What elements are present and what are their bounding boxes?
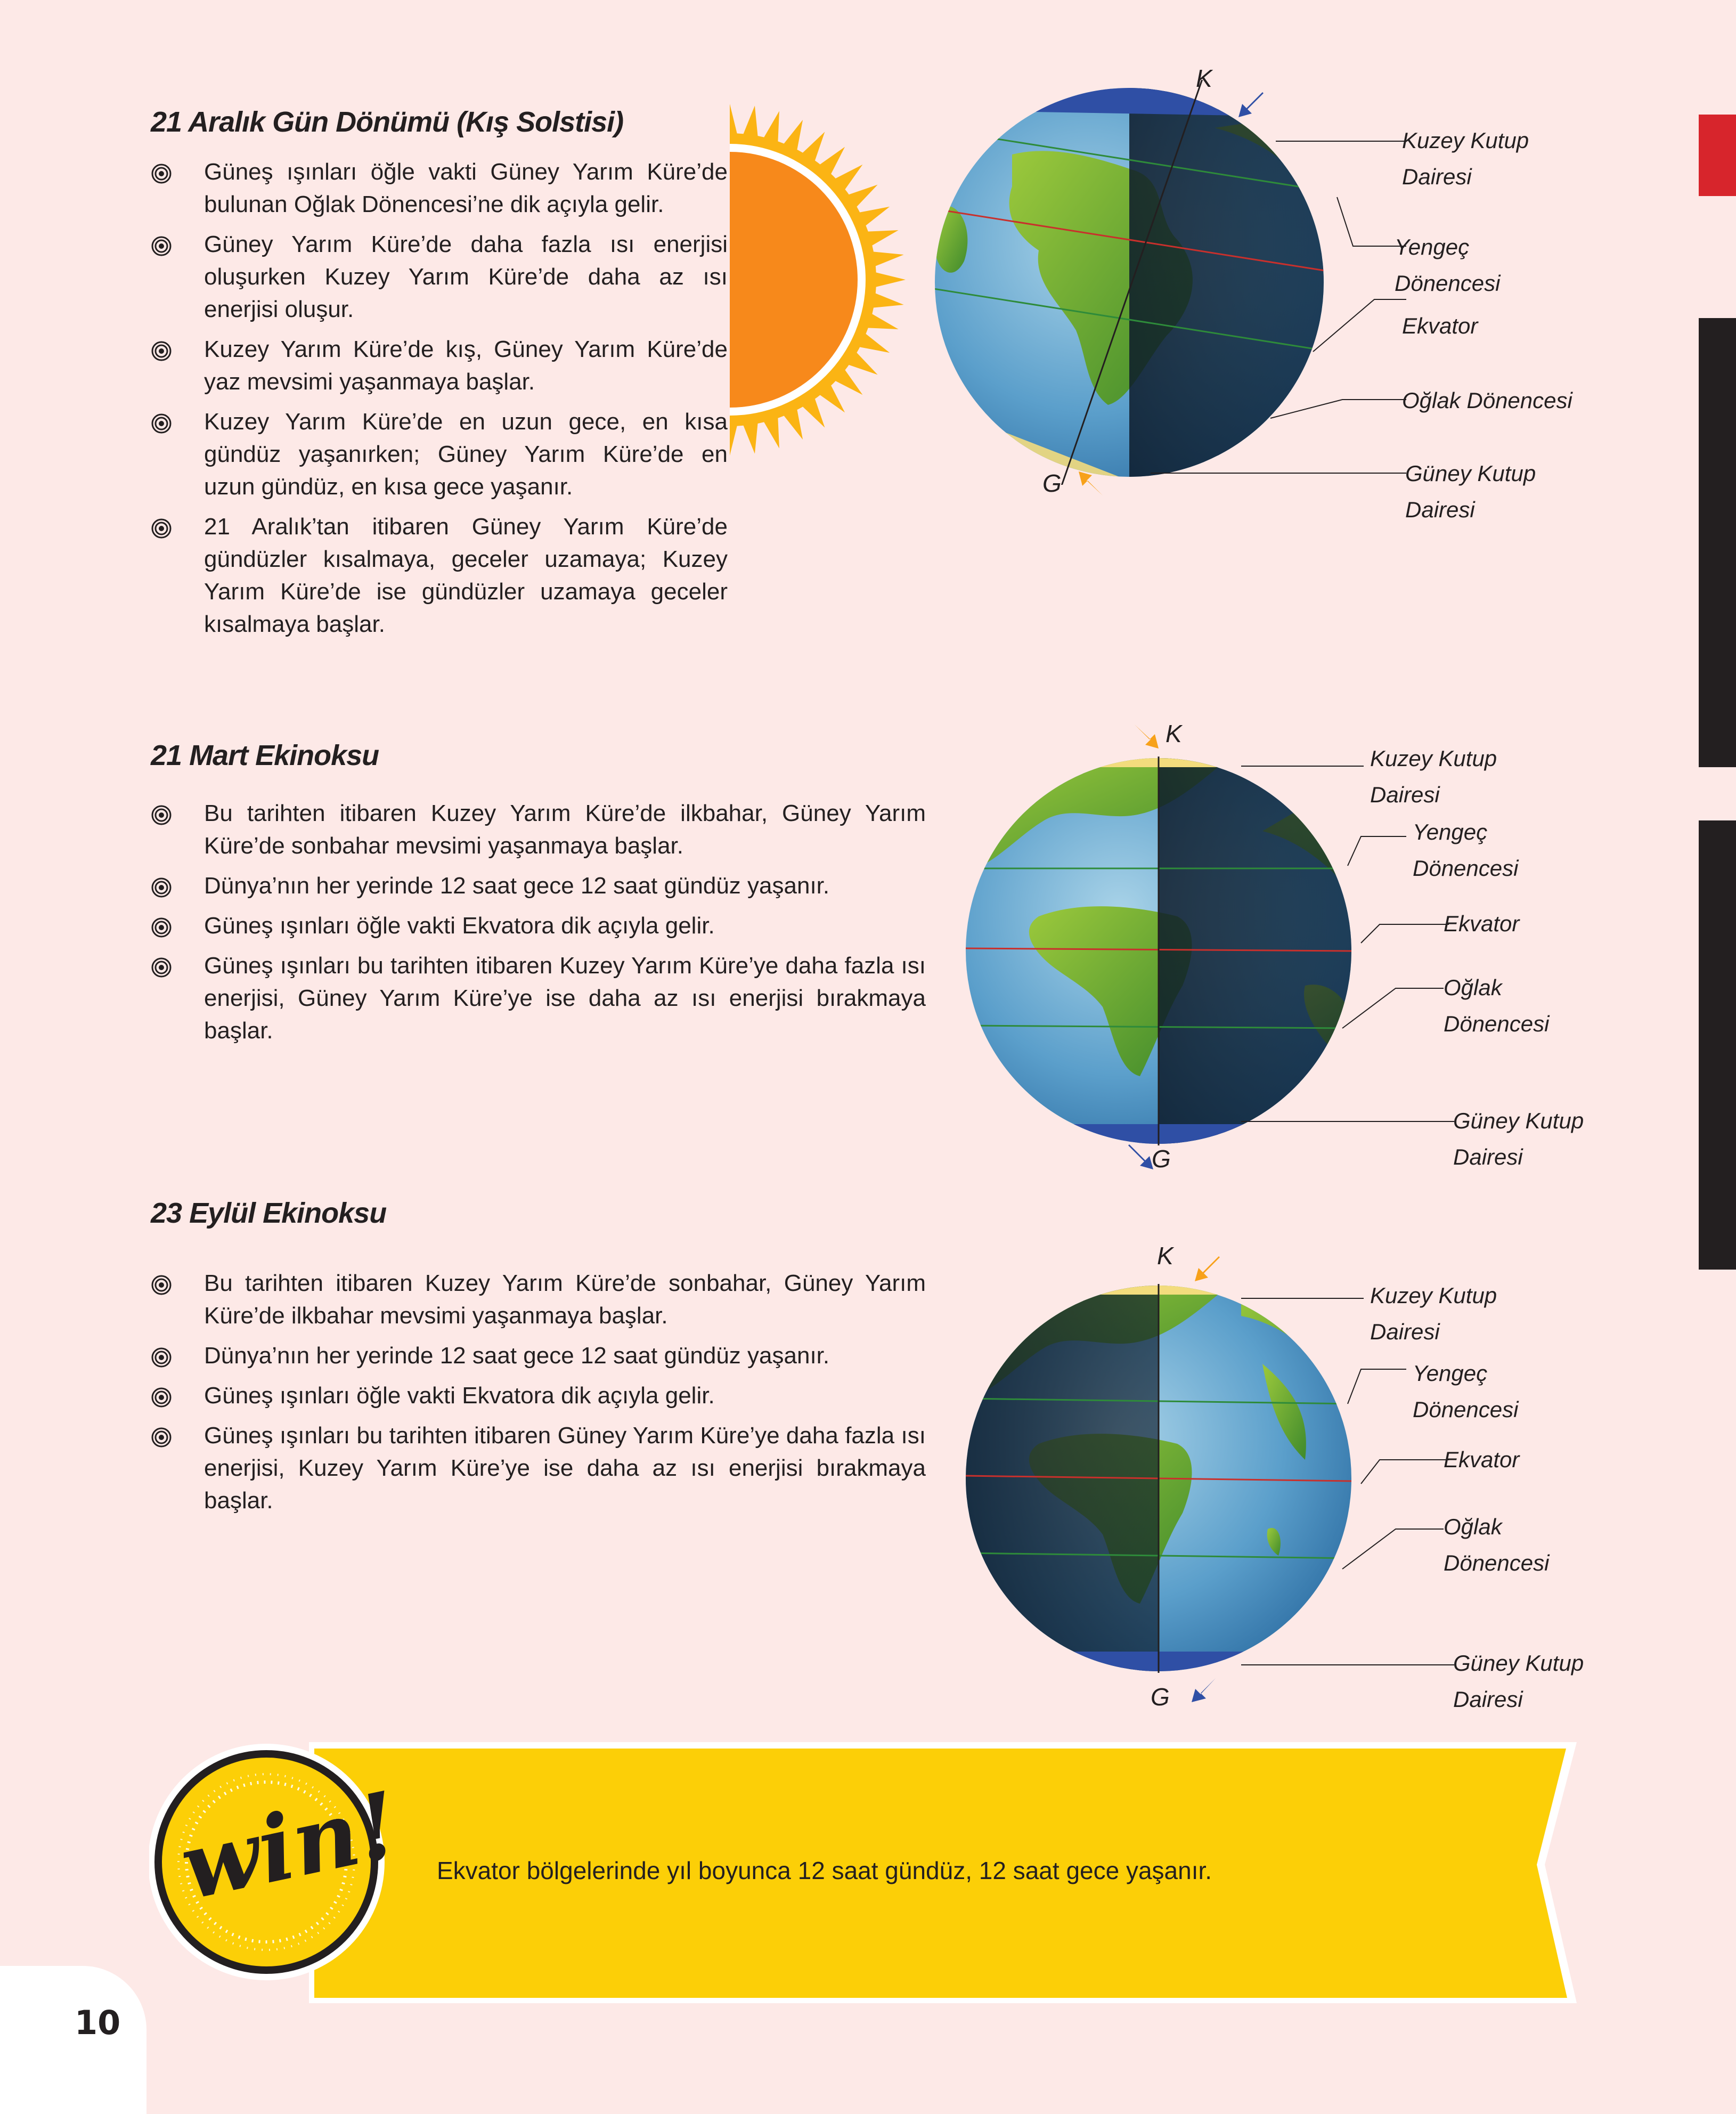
label-oglak-donencesi: Oğlak Dönencesi	[1402, 388, 1572, 413]
sun-ray-arrow-icon	[1076, 469, 1108, 501]
list-item: Güneş ışınları öğle vakti Ekvatora dik açıyla gelir.	[151, 909, 926, 942]
label-guney-kutup-dairesi: Güney Kutup Dairesi	[1453, 1650, 1584, 1712]
globe-1-leader-line	[1157, 472, 1402, 474]
sun-ray	[743, 105, 758, 139]
label-yengec-donencesi: Yengeç Dönencesi	[1413, 1361, 1519, 1422]
sun-ray-arrow-icon	[1129, 719, 1161, 751]
globe-1-south-label: G	[1042, 469, 1062, 497]
globe-3-north-label: K	[1157, 1242, 1173, 1270]
sun-ray-arrow-icon	[1236, 88, 1268, 120]
list-item: Güneş ışınları bu tarihten itibaren Kuzey Yarım Küre’ye daha fazla ısı enerjisi, Güney Yarım Küre’ye ise daha az ısı enerjisi bırakmaya başlar.	[151, 949, 926, 1047]
sun-ray	[730, 424, 738, 456]
list-item: Dünya’nın her yerinde 12 saat gece 12 saat gündüz yaşanır.	[151, 1339, 926, 1372]
section-1-heading: 21 Aralık Gün Dönümü (Kış Solstisi)	[151, 106, 624, 138]
sun-ray	[871, 292, 904, 308]
side-tab-dark-2	[1699, 820, 1736, 1270]
globe-2-north-label: K	[1166, 720, 1182, 747]
globe-1-leader-lines	[1151, 128, 1406, 490]
sun-ray	[874, 272, 906, 288]
section-3-heading: 23 Eylül Ekinoksu	[151, 1197, 387, 1229]
bullet-icon	[151, 1274, 172, 1296]
label-kuzey-kutup-dairesi: Kuzey Kutup Dairesi	[1402, 128, 1529, 189]
list-item: Kuzey Yarım Küre’de kış, Güney Yarım Küre’de yaz mevsimi yaşanmaya başlar.	[151, 333, 728, 398]
sun-ray	[743, 421, 758, 454]
label-oglak-donencesi: Oğlak Dönencesi	[1444, 975, 1550, 1036]
bullet-icon	[151, 518, 172, 539]
win-logo: win!	[172, 1771, 407, 1921]
side-tab-dark-1	[1699, 318, 1736, 767]
sun-ray-arrow-icon	[1189, 1673, 1221, 1705]
bullet-icon	[151, 163, 172, 184]
label-oglak-donencesi: Oğlak Dönencesi	[1444, 1514, 1550, 1575]
list-item: Dünya’nın her yerinde 12 saat gece 12 saat gündüz yaşanır.	[151, 869, 926, 902]
label-kuzey-kutup-dairesi: Kuzey Kutup Dairesi	[1370, 1283, 1497, 1344]
globe-1-north-label: K	[1196, 64, 1212, 92]
bullet-icon	[151, 340, 172, 362]
list-item: Güneş ışınları öğle vakti Ekvatora dik açıyla gelir.	[151, 1379, 926, 1412]
section-2-heading: 21 Mart Ekinoksu	[151, 739, 379, 771]
section-2-bullets	[151, 797, 926, 1054]
side-tab-red	[1699, 115, 1736, 196]
sun-illustration	[730, 104, 916, 456]
globe-2-south-label: G	[1152, 1145, 1171, 1173]
list-item: 21 Aralık’tan itibaren Güney Yarım Küre’de gündüzler kısalmaya, geceler uzamaya; Kuzey Yarım Küre’de ise gündüzler uzamaya geceler kısalmaya başlar.	[151, 510, 728, 640]
sun-ray	[730, 104, 738, 136]
label-guney-kutup-dairesi: Güney Kutup Dairesi	[1405, 461, 1536, 522]
win-box-text: Ekvator bölgelerinde yıl boyunca 12 saat gündüz, 12 saat gece yaşanır.	[437, 1857, 1212, 1884]
bullet-icon	[151, 877, 172, 898]
globe-3-south-label: G	[1151, 1683, 1170, 1711]
label-ekvator: Ekvator	[1444, 911, 1520, 936]
list-item: Kuzey Yarım Küre’de en uzun gece, en kısa gündüz yaşanırken; Güney Yarım Küre’de en uzun gündüz, en kısa gece yaşanır.	[151, 405, 728, 503]
sun-ray	[871, 251, 904, 267]
page-number: 10	[75, 2003, 121, 2042]
bullet-icon	[151, 413, 172, 434]
bullet-icon	[151, 1347, 172, 1368]
label-yengec-donencesi: Yengeç Dönencesi	[1395, 234, 1501, 296]
label-ekvator: Ekvator	[1402, 313, 1478, 338]
list-item: Bu tarihten itibaren Kuzey Yarım Küre’de sonbahar, Güney Yarım Küre’de ilkbahar mevsimi yaşanmaya başlar.	[151, 1267, 926, 1332]
bullet-icon	[151, 1387, 172, 1408]
page-number-tab	[0, 1966, 146, 2114]
list-item: Bu tarihten itibaren Kuzey Yarım Küre’de ilkbahar, Güney Yarım Küre’de sonbahar mevsimi yaşanmaya başlar.	[151, 797, 926, 862]
sun-ray-arrow-icon	[1192, 1252, 1224, 1284]
list-item: Güney Yarım Küre’de daha fazla ısı enerjisi oluşurken Kuzey Yarım Küre’de daha az ısı enerjisi oluşur.	[151, 228, 728, 326]
label-guney-kutup-dairesi: Güney Kutup Dairesi	[1453, 1108, 1584, 1169]
list-item: Güneş ışınları bu tarihten itibaren Güney Yarım Küre’ye daha fazla ısı enerjisi, Kuzey Yarım Küre’ye ise daha az ısı enerjisi bırakmaya başlar.	[151, 1419, 926, 1517]
bullet-icon	[151, 235, 172, 257]
bullet-icon	[151, 917, 172, 938]
label-yengec-donencesi: Yengeç Dönencesi	[1413, 819, 1519, 881]
section-1-bullets	[151, 156, 728, 648]
sun-ray-arrow-icon	[1124, 1140, 1156, 1172]
bullet-icon	[151, 804, 172, 826]
bullet-icon	[151, 1427, 172, 1448]
label-kuzey-kutup-dairesi: Kuzey Kutup Dairesi	[1370, 746, 1497, 807]
label-ekvator: Ekvator	[1444, 1447, 1520, 1472]
bullet-icon	[151, 957, 172, 978]
section-3-bullets	[151, 1267, 926, 1524]
list-item: Güneş ışınları öğle vakti Güney Yarım Küre’de bulunan Oğlak Dönencesi’ne dik açıyla gelir.	[151, 156, 728, 221]
